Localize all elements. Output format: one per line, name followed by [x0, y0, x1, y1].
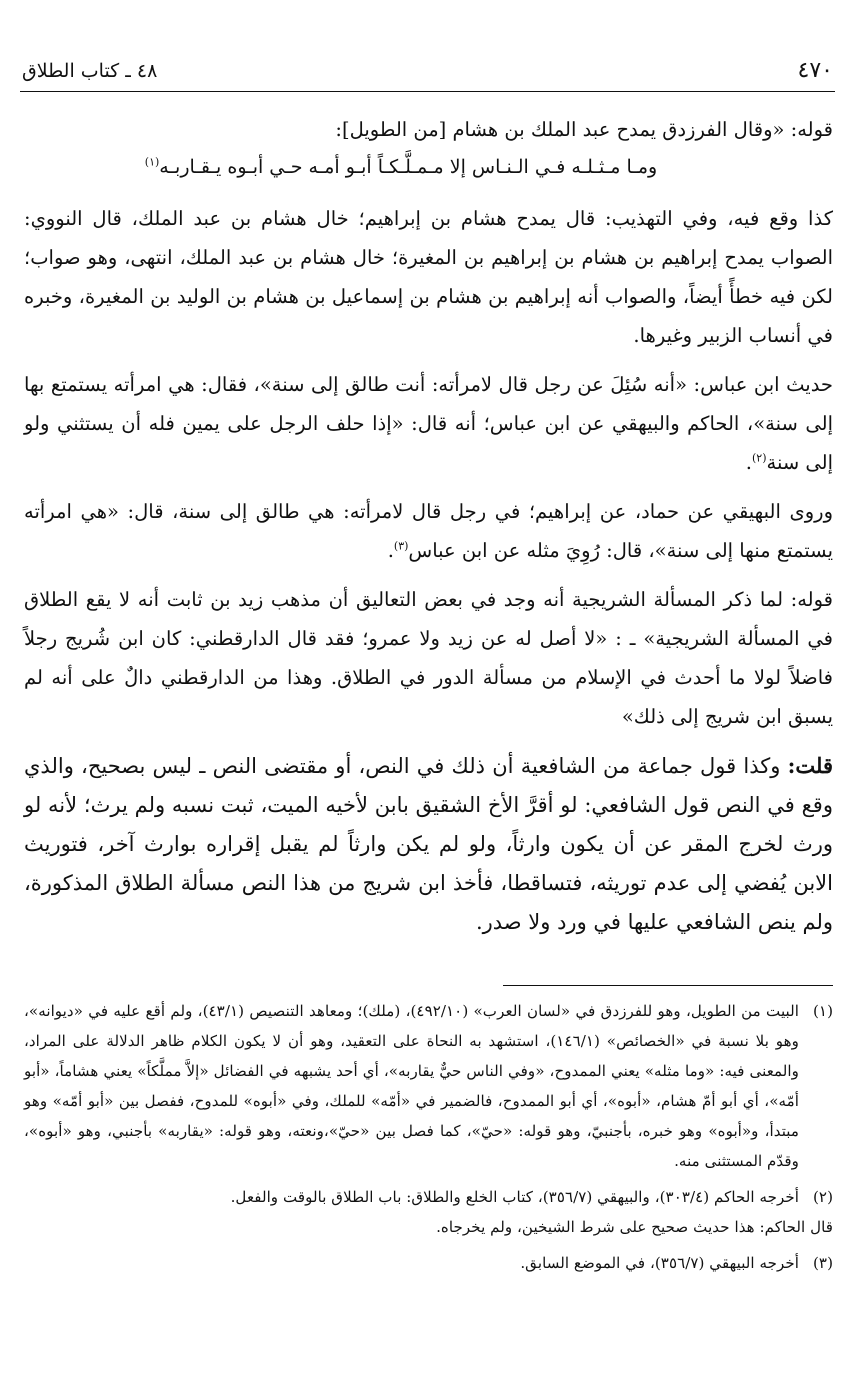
paragraph-3-end: . [745, 451, 752, 474]
paragraph-1-text: قوله: «وقال الفرزدق يمدح عبد الملك بن هشام [من الطويل]: [335, 118, 833, 141]
footnote-3-marker: (٣) [812, 1254, 833, 1272]
main-text [24, 110, 833, 942]
poetry-verse [24, 149, 833, 185]
footnote-ref-2[interactable]: (٢) [751, 451, 767, 465]
footnote-separator [503, 985, 833, 986]
paragraph-4-text: وروى البهيقي عن حماد، عن إبراهيم؛ في رجل قال لامرأته: هي طالق إلى سنة، قال: «هي امرأته يستمتع منها إلى سنة»، قال: رُوِيَ مثله عن ابن عباس [24, 500, 833, 562]
paragraph-4 [24, 492, 833, 570]
paragraph-1 [24, 110, 833, 149]
paragraph-2: كذا وقع فيه، وفي التهذيب: قال يمدح هشام بن إبراهيم؛ خال هشام بن عبد الملك، قال النووي: الصواب يمدح إبراهيم بن هشام بن إبراهيم بن المغيرة؛ خال هشام بن عبد الملك، انتهى، وهو صواب؛ لكن فيه خطأً أيضاً، والصواب أنه إبراهيم بن هشام بن إسماعيل بن هشام بن الوليد بن المغيرة، وخبره في أنساب الزبير وغيرها. [24, 207, 833, 347]
footnote-1 [24, 996, 833, 1176]
paragraph-4-end: . [387, 539, 394, 562]
footnote-2 [24, 1182, 833, 1242]
paragraph-5: قوله: لما ذكر المسألة الشريجية أنه وجد في بعض التعاليق أن مذهب زيد بن ثابت أنه لا يقع الطلاق في المسألة الشريجية» ـ : «لا أصل له عن زيد ولا عمرو؛ فقد قال الدارقطني: كان ابن شُريج رجلاً فاضلاً لولا ما أحدث في الإسلام من مسألة الدور في الطلاق. وهذا من الدارقطني دالٌ على أنه لم يسبق ابن شريج إلى ذلك» [24, 588, 833, 728]
paragraph-6 [24, 746, 833, 942]
running-title: ٤٨ ـ كتاب الطلاق [22, 60, 158, 82]
footnote-3 [24, 1248, 833, 1278]
verse-text: ومـا مـثـلـه فـي الـنـاس إلا مـمـلَّـكـاً أبـو أمـه حـي أبـوه يـقـاربـه [159, 156, 658, 178]
running-header [22, 58, 833, 88]
paragraph-6-text: وكذا قول جماعة من الشافعية أن ذلك في النص، أو مقتضى النص ـ ليس بصحيح، والذي وقع في النص قول الشافعي: لو أقرَّ الأخ الشقيق بابن لأخيه الميت، ثبت نسبه ولم يرث؛ لأنه لو ورث لخرج المقر عن أن يكون وارثاً، ولو لم يكن وارثاً لم يقبل إقراره بوارث آخر، فتوريث الابن يُفضي إلى عدم توريثه، فتساقطا، فأخذ ابن شريج من هذا النص مسألة الطلاق المذكورة، ولم ينص الشافعي عليها في ورد ولا صدر. [24, 754, 833, 934]
paragraph-3-text: حديث ابن عباس: «أنه سُئِلَ عن رجل قال لامرأته: أنت طالق إلى سنة»، فقال: هي امرأته يستمتع بها إلى سنة»، الحاكم والبيهقي عن ابن عباس؛ أنه قال: «إذا حلف الرجل على يمين فله أن يستثني ولو إلى سنة [24, 373, 833, 474]
footnote-2-continuation: قال الحاكم: هذا حديث صحيح على شرط الشيخين، ولم يخرجاه. [436, 1218, 833, 1236]
header-rule [20, 91, 835, 92]
footnote-1-text: البيت من الطويل، وهو للفرزدق في «لسان العرب» (٤٩٢/١٠)، (ملك)؛ ومعاهد التنصيص (٤٣/١)، ولم أقع عليه في «ديوانه»، وهو بلا نسبة في «الخصائص» (١٤٦/١)، استشهد به النحاة على التعقيد، وهو أن لا يكون الكلام ظاهر الدلالة على المراد، والمعنى فيه: «وما مثله» يعني الممدوح، «وفي الناس حيٌّ يقاربه»، أي أحد يشبهه في الفضائل «إلاَّ مملَّكاً» يعني هشاماً، «أبو أمّه»، أي أبو أمّ هشام، «أبوه»، أي أبو الممدوح، فالضمير في «أمّه» للملك، وفي «أبوه» للمدوح، ففصل بين «أبو أمّه» وهو مبتدأ، و«أبوه» وهو خبره، بأجنبيّ، وهو قوله: «حيّ»، كما فصل بين «حيّ»،ونعته، وهو قوله: «يقاربه» بأجنبي، وهو «أبوه»، وقدّم المستثنى منه. [24, 1002, 799, 1170]
footnote-ref-3[interactable]: (٣) [393, 539, 409, 553]
footnote-1-marker: (١) [812, 1002, 833, 1020]
footnote-2-text: أخرجه الحاكم (٣٠٣/٤)، والبيهقي (٣٥٦/٧)، كتاب الخلع والطلاق: باب الطلاق بالوقت والفعل. [230, 1188, 799, 1206]
footnote-2-marker: (٢) [812, 1188, 833, 1206]
footnote-3-text: أخرجه البيهقي (٣٥٦/٧)، في الموضع السابق. [520, 1254, 799, 1272]
page-number: ٤٧٠ [797, 58, 833, 83]
footnotes [24, 996, 833, 1284]
paragraph-3 [24, 365, 833, 482]
footnote-ref-1[interactable]: (١) [144, 155, 160, 169]
qultu-label: قلت: [787, 753, 833, 778]
